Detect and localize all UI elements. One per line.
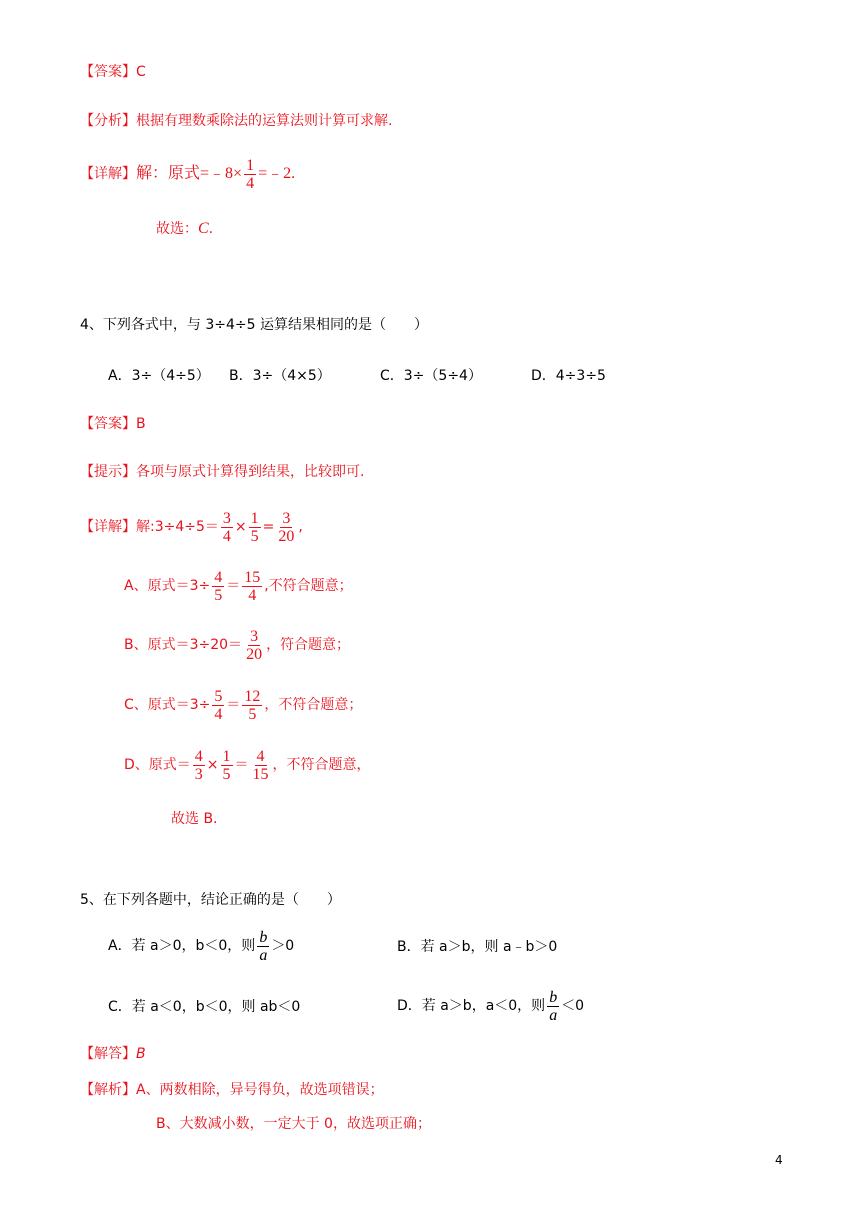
fraction-denominator: 15 [252,765,269,783]
q4-answer [80,414,146,434]
choose-pre: 故选： [156,221,198,237]
q5-explain [80,1080,384,1100]
detail-pre: 解：原式=﹣8× [136,165,243,182]
detail-post: =﹣2. [258,165,296,182]
explain-b-post: ，符合题意； [266,637,351,653]
fraction [244,628,264,663]
equals-sign: ＝ [226,578,241,594]
fraction-denominator: 4 [222,527,231,545]
fraction-denominator: 5 [250,527,259,545]
fraction [242,569,262,604]
hint-text: 各项与原式计算得到结果，比较即可. [136,464,365,480]
q5-explain-b: B、大数减小数，一定大于 0，故选项正确； [156,1116,431,1132]
analysis-tag: 【分析】 [80,113,136,129]
fraction-numerator: 1 [250,509,259,527]
fraction [276,510,296,545]
fraction-denominator: a [259,946,268,964]
detail-tag: 【详解】 [80,519,136,535]
page-number: 4 [775,1153,783,1167]
fraction-denominator: 20 [278,527,295,545]
q5-option-a [108,922,294,970]
q3-choose [156,219,213,239]
q4-choose: 故选 B. [171,811,218,827]
equals-sign: ＝ [226,697,241,713]
fraction-numerator: b [259,928,268,946]
option-a-pre: A．若 a＞0，b＜0，则 [108,938,256,954]
equals-sign: = [262,519,275,535]
q3-answer [80,62,146,82]
fraction-denominator: 5 [248,705,257,723]
fraction [242,688,262,723]
fraction [244,157,256,192]
q3-analysis [80,111,392,131]
q4-explain-c [124,681,362,729]
answer-value: C [136,64,146,80]
fraction-numerator: 3 [282,509,291,527]
fraction-numerator: 1 [222,747,231,765]
q4-option-a: A．3÷（4÷5） [108,368,210,384]
fraction [251,748,271,783]
fraction-denominator: 5 [222,765,231,783]
fraction [193,748,205,783]
answer-value: B [136,416,146,432]
fraction-numerator: 3 [250,627,259,645]
q4-option-b: B．3÷（4×5） [229,368,331,384]
q5-option-c: C．若 a＜0，b＜0，则 ab＜0 [108,999,301,1015]
answer-tag: 【答案】 [80,416,136,432]
fraction-numerator: 4 [214,568,223,586]
fraction-denominator: 4 [248,586,257,604]
fraction [212,688,224,723]
q5-question: 5、在下列各题中，结论正确的是（ ） [80,892,341,908]
q4-explain-a [124,562,353,610]
fraction-denominator: a [549,1006,558,1024]
fraction-numerator: 12 [244,687,261,705]
explain-a-post: ,不符合题意； [264,578,353,594]
q5-option-d [397,982,584,1030]
answer-value: B [136,1046,146,1062]
choose-letter: C [198,220,209,237]
q4-hint [80,462,364,482]
explain-d-pre: D、原式＝ [124,757,191,773]
q5-option-b: B．若 a＞b，则 a﹣b＞0 [397,939,558,955]
q4-detail [80,503,303,551]
times-sign: × [206,757,219,773]
detail-pre: 解:3÷4÷5＝ [136,519,219,535]
fraction-numerator: 15 [244,568,261,586]
detail-tag: 【详解】 [80,166,136,182]
explain-c-post: ，不符合题意； [264,697,363,713]
equals-sign: ＝ [234,757,249,773]
detail-post: , [298,519,303,535]
option-a-post: ＞0 [271,938,295,954]
hint-tag: 【提示】 [80,464,136,480]
fraction [221,510,233,545]
explain-a: A、两数相除，异号得负，故选项错误； [136,1082,384,1098]
fraction-denominator: 4 [214,705,223,723]
fraction-numerator: 4 [194,747,203,765]
q4-question: 4、下列各式中，与 3÷4÷5 运算结果相同的是（ ） [80,317,428,333]
fraction-denominator: 20 [246,645,263,663]
explain-a-pre: A、原式＝3÷ [124,578,211,594]
fraction-numerator: b [549,988,558,1006]
times-sign: × [234,519,247,535]
fraction [257,929,269,964]
q3-detail [80,150,295,198]
explain-b-pre: B、原式＝3÷20＝ [124,637,243,653]
analysis-text: 根据有理数乘除法的运算法则计算可求解. [136,113,393,129]
option-d-pre: D．若 a＞b，a＜0，则 [397,998,546,1014]
answer-tag: 【解答】 [80,1046,136,1062]
choose-post: . [208,221,214,237]
q4-explain-d [124,741,371,789]
explain-c-pre: C、原式＝3÷ [124,697,211,713]
fraction [212,569,224,604]
fraction [547,989,559,1024]
fraction-denominator: 5 [214,586,223,604]
fraction [221,748,233,783]
fraction-denominator: 3 [194,765,203,783]
fraction-denominator: 4 [246,174,255,192]
fraction-numerator: 1 [246,156,255,174]
q5-answer [80,1044,146,1064]
q4-option-d: D．4÷3÷5 [531,368,606,384]
option-d-post: ＜0 [561,998,585,1014]
explain-tag: 【解析】 [80,1082,136,1098]
fraction-numerator: 5 [214,687,223,705]
fraction [249,510,261,545]
q4-option-c: C．3÷（5÷4） [380,368,482,384]
answer-tag: 【答案】 [80,64,136,80]
explain-d-post: ，不符合题意， [272,757,371,773]
q4-explain-b [124,621,350,669]
fraction-numerator: 3 [222,509,231,527]
fraction-numerator: 4 [256,747,265,765]
